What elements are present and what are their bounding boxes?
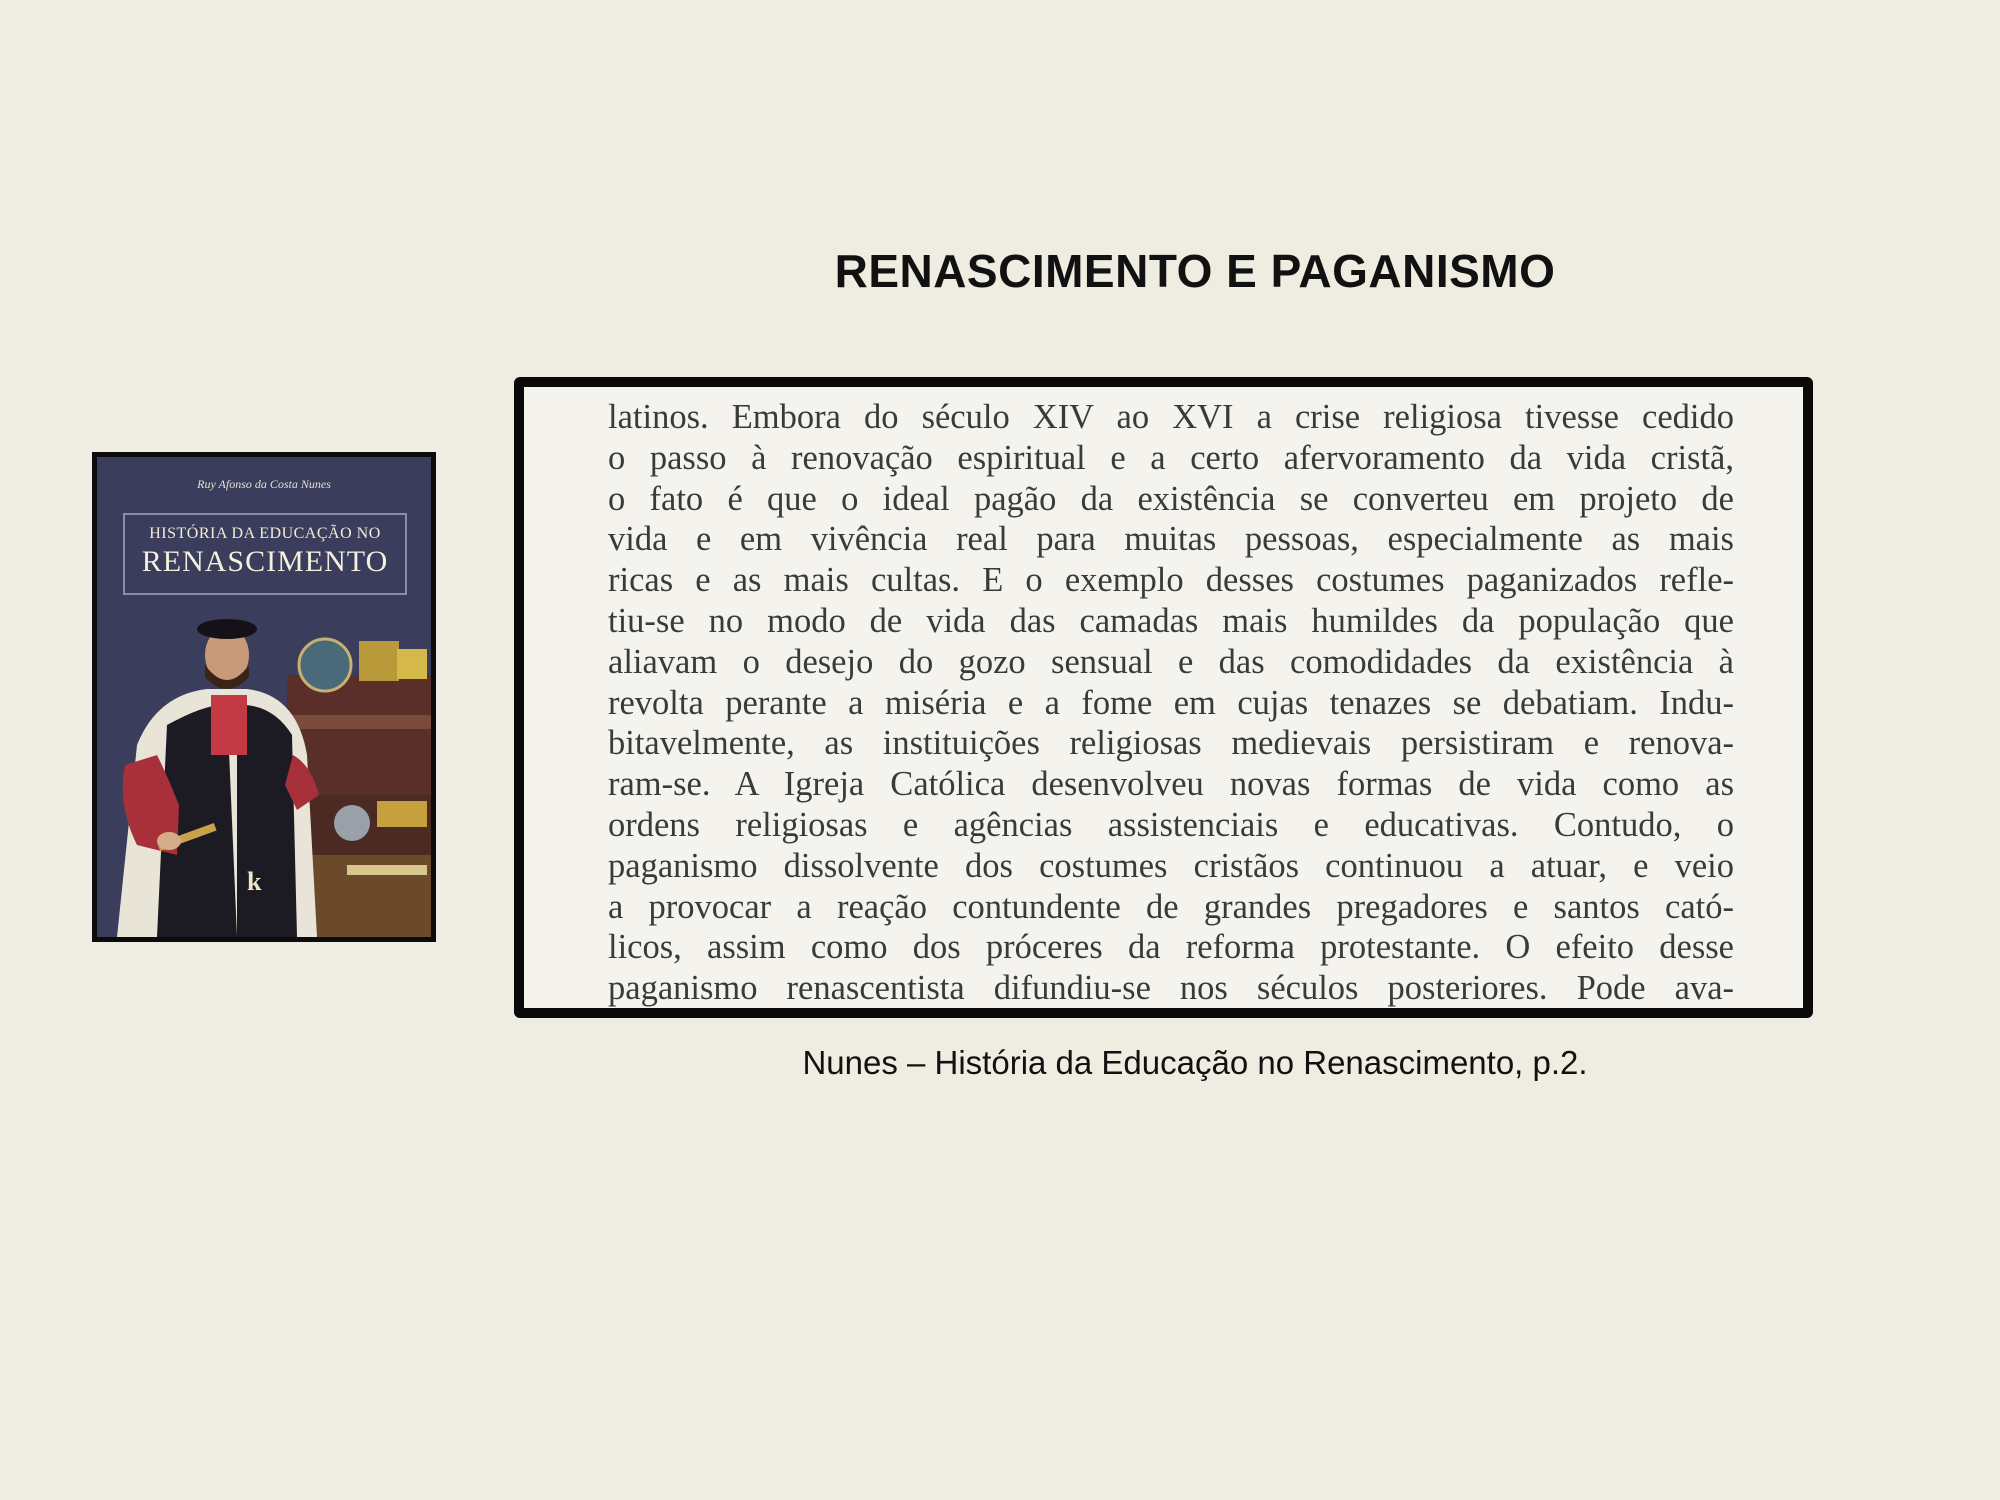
book-title-line1: HISTÓRIA DA EDUCAÇÃO NO bbox=[149, 525, 381, 542]
excerpt-line: licos, assim como dos próceres da reforma protestante. O efeito desse bbox=[608, 928, 1734, 967]
book-cover-image bbox=[92, 452, 436, 942]
excerpt-image bbox=[514, 377, 1813, 1018]
excerpt-line: aliavam o desejo do gozo sensual e das comodidades da existência à bbox=[608, 642, 1734, 681]
excerpt-line: bitavelmente, as instituições religiosas medievais persistiram e renova- bbox=[608, 724, 1734, 763]
excerpt-line: ordens religiosas e agências assistenciais e educativas. Contudo, o bbox=[608, 805, 1734, 844]
excerpt-line: o passo à renovação espiritual e a certo afervoramento da vida cristã, bbox=[608, 438, 1734, 477]
excerpt-line: vida e em vivência real para muitas pessoas, especialmente as mais bbox=[608, 520, 1734, 559]
book-title-line2: RENASCIMENTO bbox=[141, 545, 389, 578]
book-title-box bbox=[123, 513, 407, 595]
excerpt-text bbox=[608, 397, 1734, 1009]
book-cover-portrait bbox=[97, 605, 431, 937]
excerpt-line: paganismo dissolvente dos costumes cristãos continuou a atuar, e veio bbox=[608, 846, 1734, 885]
excerpt-line: paganismo renascentista difundiu-se nos séculos posteriores. Pode ava- bbox=[608, 969, 1734, 1008]
slide-title: RENASCIMENTO E PAGANISMO bbox=[834, 245, 1556, 297]
source-caption: Nunes – História da Educação no Renascimento, p.2. bbox=[802, 1044, 1588, 1081]
excerpt-line: a provocar a reação contundente de grandes pregadores e santos cató- bbox=[608, 887, 1734, 926]
book-author: Ruy Afonso da Costa Nunes bbox=[197, 477, 331, 491]
excerpt-line: revolta perante a miséria e a fome em cujas tenazes se debatiam. Indu- bbox=[608, 683, 1734, 722]
excerpt-line: o fato é que o ideal pagão da existência se converteu em projeto de bbox=[608, 479, 1734, 518]
excerpt-line: ram-se. A Igreja Católica desenvolveu novas formas de vida como as bbox=[608, 765, 1734, 804]
excerpt-line: ricas e as mais cultas. E o exemplo desses costumes paganizados refle- bbox=[608, 561, 1734, 600]
excerpt-line: latinos. Embora do século XIV ao XVI a crise religiosa tivesse cedido bbox=[608, 398, 1734, 436]
excerpt-line: tiu-se no modo de vida das camadas mais humildes da população que bbox=[608, 601, 1734, 640]
book-publisher-logo: k bbox=[247, 867, 262, 896]
